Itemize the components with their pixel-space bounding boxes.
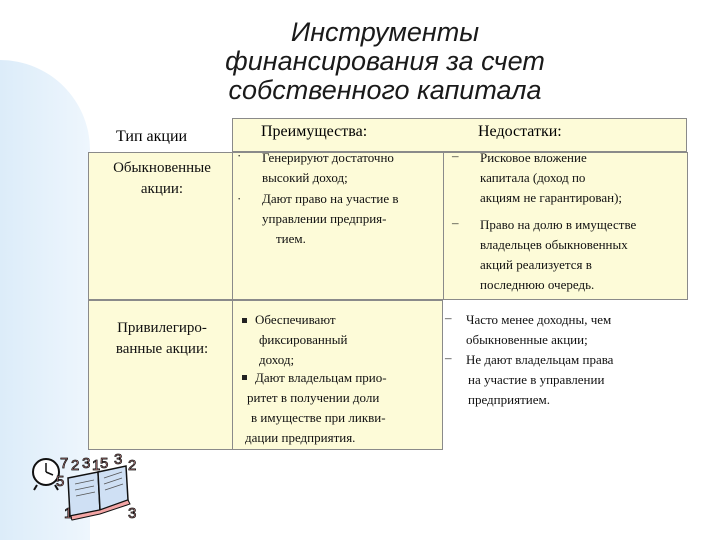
- text-line: владельцев обыкновенных: [480, 237, 628, 252]
- digit: 3: [82, 455, 91, 472]
- text-line: высокий доход;: [262, 170, 348, 185]
- digit: 2: [71, 457, 80, 474]
- text-line: последнюю очередь.: [480, 277, 595, 292]
- text-line: Право на долю в имуществе: [480, 217, 637, 232]
- bullet-dash: –: [452, 148, 459, 163]
- title-line-3: собственного капитала: [228, 75, 542, 105]
- slide-title: [150, 18, 620, 105]
- text-line: в имуществе при ликви-: [251, 410, 386, 425]
- text-line: дации предприятия.: [245, 430, 356, 445]
- digit: 1: [92, 457, 101, 474]
- row2-advantage-1: [255, 310, 347, 370]
- text-line: Часто менее доходны, чем: [466, 312, 612, 327]
- text-line: предприятием.: [468, 392, 550, 407]
- digit: 2: [128, 457, 137, 474]
- header-disadvantages: Недостатки:: [478, 123, 562, 140]
- digit: 3: [128, 505, 137, 522]
- header-advantages: Преимущества:: [261, 123, 368, 140]
- column-divider: [232, 300, 233, 450]
- text-line: Обеспечивают: [255, 312, 336, 327]
- bullet-dash: –: [445, 310, 452, 325]
- bullet-dash: –: [445, 350, 452, 365]
- text-line: Дают право на участие в: [262, 191, 399, 206]
- row1-type: [92, 158, 232, 200]
- row1-disadvantage-1: [468, 148, 683, 208]
- row1-disadvantage-2: [468, 215, 683, 295]
- digit: 1: [64, 505, 73, 522]
- text-line: Рисковое вложение: [480, 150, 587, 165]
- header-band: [232, 118, 687, 152]
- row2-type-line: ванные акции:: [115, 341, 209, 357]
- text-line: фиксированный: [259, 332, 348, 347]
- bullet-dot: ·: [237, 148, 242, 163]
- text-line: обыкновенные акции;: [466, 332, 588, 347]
- text-line: на участие в управлении: [468, 372, 605, 387]
- row1-advantage-2: [262, 189, 399, 249]
- bullet-dash: –: [452, 215, 459, 230]
- text-line: акций реализуется в: [480, 257, 592, 272]
- text-line: Дают владельцам прио-: [255, 370, 387, 385]
- digit: 5: [100, 455, 109, 472]
- text-line: Не дают владельцам права: [466, 352, 614, 367]
- bullet-square: [242, 318, 247, 323]
- header-type: Тип акции: [116, 128, 188, 145]
- open-book-icon: [68, 466, 130, 520]
- row1-type-line: Обыкновенные: [113, 160, 211, 176]
- row1-type-line: акции:: [140, 181, 184, 197]
- digit: 3: [114, 452, 123, 468]
- text-line: ритет в получении доли: [247, 390, 380, 405]
- header-type-cell: [92, 118, 232, 152]
- row2-type: [92, 318, 232, 360]
- text-line: капитала (доход по: [480, 170, 586, 185]
- clipart-clock-book-icon: [28, 452, 148, 524]
- text-line: тием.: [276, 231, 306, 246]
- bullet-dot: ·: [237, 191, 242, 206]
- digit: 7: [60, 455, 69, 472]
- column-divider: [443, 152, 444, 300]
- title-line-1: Инструменты: [290, 17, 480, 47]
- row2-disadvantage-2: [466, 350, 613, 410]
- row2-disadvantage-1: [466, 310, 611, 350]
- text-line: акциям не гарантирован);: [480, 190, 623, 205]
- title-line-2: финансирования за счет: [225, 46, 545, 76]
- text-line: Генерируют достаточно: [262, 150, 394, 165]
- row1-advantage-1: [262, 148, 394, 188]
- text-line: управлении предприя-: [262, 211, 387, 226]
- digit: 5: [56, 473, 65, 490]
- column-divider: [232, 152, 233, 300]
- text-line: доход;: [259, 352, 295, 367]
- row2-type-line: Привилегиро-: [117, 320, 207, 336]
- row2-advantage-2: [245, 368, 387, 448]
